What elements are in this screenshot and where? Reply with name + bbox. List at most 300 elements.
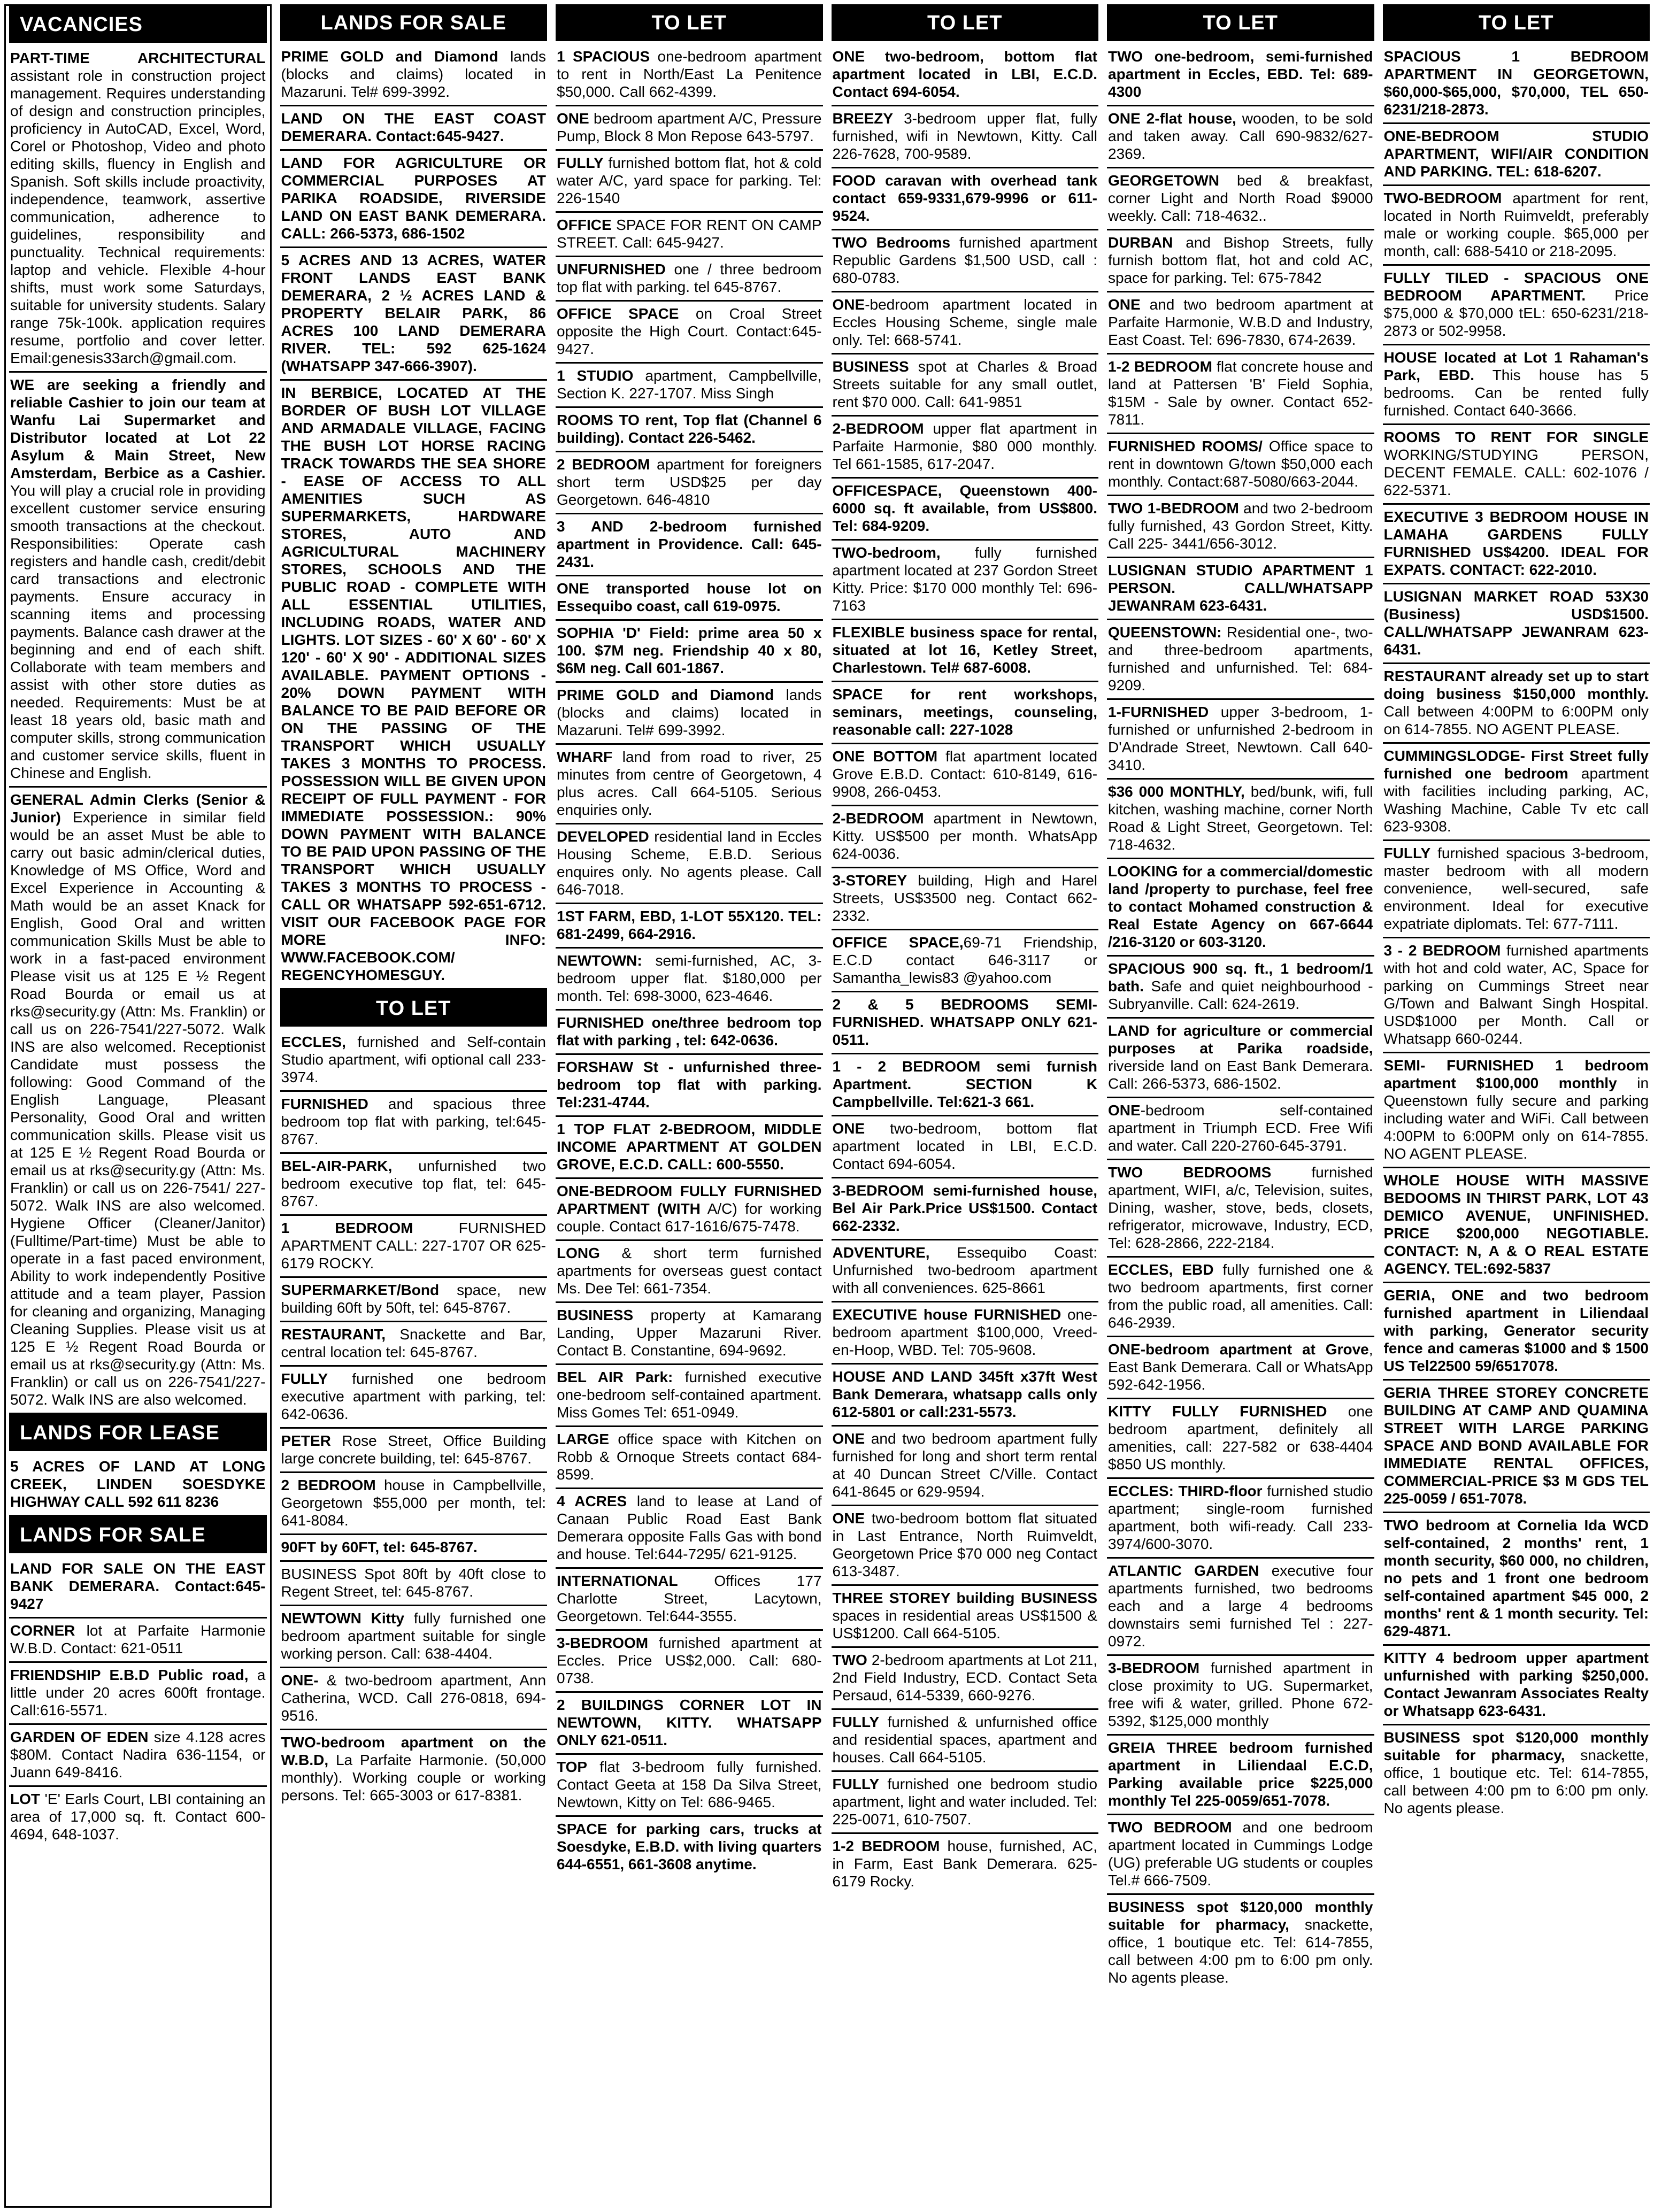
classified-ad bbox=[280, 1216, 548, 1278]
ad-lead-text: SPACE for rent workshops, seminars, meetings, counseling, reasonable call: 227-1028 bbox=[832, 686, 1098, 738]
classified-ad bbox=[9, 373, 267, 788]
ad-lead-text: ECCLES, EBD bbox=[1108, 1261, 1214, 1278]
classified-ad bbox=[556, 106, 823, 151]
ad-lead-text: SUPERMARKET/Bond bbox=[281, 1282, 440, 1298]
ad-lead-text: ONE bbox=[832, 1510, 865, 1527]
ad-body-text: and one bedroom apartment located in Cummings Lodge (UG) preferable UG students or couples Tel.# 666-7509. bbox=[1108, 1819, 1373, 1889]
ad-body-text: flat 3-bedroom fully furnished. Contact Geeta at 158 Da Silva Street, Newtown, Kitty on Tel: 686-9465. bbox=[557, 1759, 822, 1810]
classified-ad bbox=[1107, 558, 1374, 620]
classified-ad bbox=[832, 1178, 1099, 1240]
ad-body-text: furnished & unfurnished office and residential spaces, apartment and houses. Call 664-5105. bbox=[832, 1714, 1098, 1766]
classified-ad bbox=[280, 1154, 548, 1216]
classified-ad bbox=[832, 1427, 1099, 1506]
ad-lead-text: FULLY bbox=[557, 155, 604, 171]
ad-lead-text: FORSHAW St - unfurnished three-bedroom top flat with parking. Tel:231-4744. bbox=[557, 1059, 822, 1111]
ad-lead-text: LUSIGNAN STUDIO APARTMENT 1 PERSON. CALL/WHATSAPP JEWANRAM 623-6431. bbox=[1108, 562, 1373, 614]
ad-body-text: fully furnished one & two bedroom apartments, first corner from the public road, all amenities. Call: 646-2939. bbox=[1108, 1261, 1373, 1331]
ad-lead-text: BEL-AIR-PARK, bbox=[281, 1158, 393, 1174]
classified-ad bbox=[1107, 1019, 1374, 1098]
classified-ad bbox=[832, 44, 1099, 106]
ad-body-text: bed/bunk, wifi, full kitchen, washing machine, corner North Road & Light Street, Georgetown. Tel: 718-4632. bbox=[1108, 783, 1373, 853]
ad-lead-text: OFFICE SPACE bbox=[557, 305, 679, 322]
ad-body-text: FURNISHED APARTMENT CALL: 227-1707 OR 625-6179 ROCKY. bbox=[281, 1220, 547, 1271]
classified-ad bbox=[280, 1367, 548, 1429]
classified-ad bbox=[1107, 292, 1374, 354]
ad-lead-text: 2-BEDROOM bbox=[832, 420, 924, 437]
classified-ad bbox=[556, 621, 823, 683]
ad-lead-text: ONE bbox=[832, 1430, 865, 1447]
ad-body-text: furnished studio apartment; single-room furnished apartment, both wifi-ready. Call 233-3974/600-3070. bbox=[1108, 1483, 1373, 1552]
ad-lead-text: FURNISHED bbox=[281, 1096, 368, 1112]
classified-ad bbox=[1107, 1098, 1374, 1160]
column-4 bbox=[832, 4, 1099, 2208]
ad-body-text: and two bedroom apartment at Parfaite Harmonie, W.B.D and Industry, East Coast. Tel: 696-7830, 674-2639. bbox=[1108, 296, 1373, 348]
ad-body-text: property at Kamarang Landing, Upper Mazaruni River. Contact B. Constantine, 694-9692. bbox=[557, 1307, 822, 1359]
classified-ad bbox=[832, 354, 1099, 417]
ad-body-text: flat concrete house and land at Pattersen 'B' Field Sophia, $15M - Sale by owner. Contact 652-7811. bbox=[1108, 358, 1373, 428]
ad-lead-text: TWO-BEDROOM bbox=[1383, 190, 1502, 206]
ad-lead-text: TWO BEDROOM bbox=[1108, 1819, 1232, 1836]
ad-body-text: and two 2-bedroom fully furnished, 43 Gordon Street, Kitty. Call 225- 3441/656-3012. bbox=[1108, 500, 1373, 552]
classified-ad bbox=[1107, 354, 1374, 434]
classified-ad bbox=[556, 1817, 823, 1877]
ad-lead-text: OFFICE SPACE, bbox=[832, 934, 964, 951]
classified-ad bbox=[280, 1278, 548, 1322]
ad-body-text: BUSINESS Spot 80ft by 40ft close to Regent Street, tel: 645-8767. bbox=[281, 1566, 547, 1600]
ad-lead-text: ROOMS TO rent, Top flat (Channel 6 building). Contact 226-5462. bbox=[557, 412, 822, 446]
ad-lead-text: BUSINESS spot $120,000 monthly suitable for pharmacy, bbox=[1108, 1899, 1373, 1933]
ad-lead-text: FULLY bbox=[281, 1370, 328, 1387]
ad-lead-text: TWO-bedroom, bbox=[832, 544, 941, 561]
ad-body-text: two-bedroom bottom flat situated in Last Entrance, North Ruimveldt, Georgetown Price $70 000 neg Contact 613-3487. bbox=[832, 1510, 1098, 1579]
classified-ad bbox=[556, 1755, 823, 1817]
section-header-to-let: TO LET bbox=[832, 4, 1099, 41]
ad-lead-text: QUEENSTOWN: bbox=[1108, 624, 1222, 641]
ad-body-text: furnished executive one-bedroom self-contained apartment. Miss Gomes Tel: 651-0949. bbox=[557, 1369, 822, 1421]
ad-lead-text: TOP bbox=[557, 1759, 588, 1775]
ad-lead-text: BUSINESS bbox=[832, 358, 909, 375]
ad-body-text: land from road to river, 25 minutes from centre of Georgetown, 4 plus acres. Call 664-5105. Serious enquiries only. bbox=[557, 749, 822, 818]
ad-body-text: Safe and quiet neighbourhood - Subryanville. Call: 624-2619. bbox=[1108, 978, 1373, 1012]
ad-body-text: land to lease at Land of Canaan Public Road East Bank Demerara opposite Falls Gas with bond and house. Tel:644-7295/ 621-9125. bbox=[557, 1493, 822, 1562]
classified-ad bbox=[1383, 584, 1650, 664]
ad-lead-text: LAND ON THE EAST COAST DEMERARA. Contact:645-9427. bbox=[281, 110, 547, 144]
classified-ad bbox=[9, 1618, 267, 1663]
ad-body-text: snackette, office, 1 boutique etc. Tel: 614-7855, call between 4:00 pm to 6:00 pm only. No agents please. bbox=[1108, 1916, 1373, 1986]
ad-lead-text: ONE two-bedroom, bottom flat apartment located in LBI, E.C.D. Contact 694-6054. bbox=[832, 48, 1098, 100]
ad-body-text: 2-bedroom apartments at Lot 211, 2nd Field Industry, ECD. Contact Seta Persaud, 614-5339, 660-9276. bbox=[832, 1652, 1098, 1704]
classified-ad bbox=[832, 1772, 1099, 1834]
ad-lead-text: 3-BEDROOM bbox=[1108, 1660, 1200, 1676]
classified-ad bbox=[832, 682, 1099, 744]
classified-ad bbox=[556, 745, 823, 824]
section-header-to-let: TO LET bbox=[1107, 4, 1374, 41]
ad-lead-text: 3-STOREY bbox=[832, 872, 907, 889]
ad-body-text: Office space to rent in downtown G/town $50,000 each monthly. Contact:687-5080/663-2044. bbox=[1108, 438, 1373, 490]
classified-ad bbox=[280, 1730, 548, 1808]
ad-body-text: furnished and Self-contain Studio apartment, wifi optional call 233-3974. bbox=[281, 1034, 547, 1085]
section-header-to-let: TO LET bbox=[1383, 4, 1650, 41]
classified-ad bbox=[280, 1322, 548, 1367]
ad-lead-text: 3 AND 2-bedroom furnished apartment in Providence. Call: 645-2431. bbox=[557, 518, 822, 570]
classified-ad bbox=[832, 1365, 1099, 1427]
ad-body-text: furnished apartments with hot and cold water, AC, Space for parking on Cummings Street near G/Town and Balwant Singh Hospital. USD$1000 per Month. Call or Whatsapp 660-0244. bbox=[1383, 942, 1649, 1047]
ad-body-text: You will play a crucial role in providing excellent customer service ensuring smooth transactions at the checkout. Responsibilities: Operate cash registers and handle cash, credit/debit card transactions and electronic payments. Ensure accuracy in scanning items and processing payments. Balance cash drawer at the beginning and end of each shift. Collaborate with team members and assist with other store duties as needed. Requirements: Must be at least 18 years old, basic math and computer skills, strong communication and customer service skills, fluent in Chinese and English. bbox=[10, 482, 266, 781]
classified-ad bbox=[832, 868, 1099, 930]
ad-body-text: fully furnished apartment located at 237 Gordon Street Kitty. Price: $170 000 monthly Tel: 696-7163 bbox=[832, 544, 1098, 614]
classified-ad bbox=[1107, 44, 1374, 106]
ad-body-text: SPACE FOR RENT ON CAMP STREET. Call: 645-9427. bbox=[557, 217, 822, 251]
ad-lead-text: ATLANTIC GARDEN bbox=[1108, 1562, 1259, 1579]
ad-lead-text: WHOLE HOUSE WITH MASSIVE BEDOOMS IN THIRST PARK, LOT 43 DEMICO AVENUE, UNFINISHED. PRICE $200,000 NEGOTIABLE. CONTACT: N, A & O REAL ESTATE AGENCY. TEL:692-5837 bbox=[1383, 1172, 1649, 1277]
section-header-to-let: TO LET bbox=[556, 4, 823, 41]
classified-ad bbox=[1383, 1053, 1650, 1168]
ad-lead-text: WE are seeking a friendly and reliable Cashier to join our team at Wanfu Lai Supermarket and Distributor located at Lot 22 Asylum & Main Street, New Amsterdam, Berbice as a Cashier. bbox=[10, 376, 266, 481]
ad-lead-text: NEWTOWN Kitty bbox=[281, 1610, 404, 1627]
classified-ad bbox=[280, 381, 548, 990]
ad-body-text: and Bishop Streets, fully furnish bottom flat, hot and cold AC, space for parking. Tel: 675-7842 bbox=[1108, 234, 1373, 286]
ad-lead-text: 5 ACRES OF LAND AT LONG CREEK, LINDEN SOESDYKE HIGHWAY CALL 592 611 8236 bbox=[10, 1458, 266, 1510]
ad-lead-text: LUSIGNAN MARKET ROAD 53X30 (Business) USD$1500. CALL/WHATSAPP JEWANRAM 623-6431. bbox=[1383, 588, 1649, 658]
ad-lead-text: FULLY TILED - SPACIOUS ONE BEDROOM APARTMENT. bbox=[1383, 269, 1649, 304]
classified-ad bbox=[832, 1506, 1099, 1586]
classified-ad bbox=[556, 683, 823, 745]
ad-lead-text: 1-2 BEDROOM bbox=[832, 1838, 940, 1854]
ad-lead-text: 4 ACRES bbox=[557, 1493, 627, 1509]
ad-body-text: Essequibo Coast: Unfurnished two-bedroom apartment with all conveniences. 625-8661 bbox=[832, 1244, 1098, 1296]
ad-body-text: & short term furnished apartments for overseas guest contact Ms. Dee Tel: 661-7354. bbox=[557, 1245, 822, 1297]
ad-lead-text: ONE bbox=[1108, 296, 1141, 313]
classified-ad bbox=[1383, 505, 1650, 584]
classified-ad bbox=[1383, 44, 1650, 124]
classified-ad bbox=[280, 1473, 548, 1535]
ad-body-text: furnished spacious 3-bedroom, master bedroom with all modern convenience, well-secured, safe environment. Ideal for executive expatriate diplomats. Tel: 677-7111. bbox=[1383, 845, 1649, 932]
classified-ad bbox=[9, 788, 267, 1414]
ad-lead-text: LAND FOR SALE ON THE EAST BANK DEMERARA. Contact:645-9427 bbox=[10, 1560, 266, 1612]
ad-body-text: lot at Parfaite Harmonie W.B.D. Contact: 621-0511 bbox=[10, 1622, 266, 1656]
classified-ad bbox=[556, 1489, 823, 1569]
classified-ad bbox=[1107, 230, 1374, 292]
classified-ad bbox=[280, 151, 548, 248]
ad-body-text: furnished bottom flat, hot & cold water A/C, yard space for parking. Tel: 226-1540 bbox=[557, 155, 822, 206]
classified-ad bbox=[1107, 106, 1374, 168]
ad-lead-text: SPACIOUS 900 sq. ft., 1 bedroom/1 bath. bbox=[1108, 960, 1373, 995]
ad-lead-text: BUSINESS spot $120,000 monthly suitable for pharmacy, bbox=[1383, 1729, 1649, 1763]
classified-ad bbox=[1107, 1399, 1374, 1479]
ad-body-text: riverside land on East Bank Demerara. Call: 266-5373, 686-1502. bbox=[1108, 1058, 1373, 1092]
ad-lead-text: NEWTOWN: bbox=[557, 952, 642, 969]
ad-body-text: Price $75,000 & $70,000 tEL: 650-6231/218-2873 or 502-9958. bbox=[1383, 287, 1649, 339]
classified-ad bbox=[280, 1562, 548, 1606]
ad-body-text: spaces in residential areas US$1500 & US$1200. Call 664-5105. bbox=[832, 1607, 1098, 1641]
column-3 bbox=[556, 4, 823, 2208]
classified-ad bbox=[556, 576, 823, 621]
ad-lead-text: SEMI- FURNISHED 1 bedroom apartment $100,000 monthly bbox=[1383, 1057, 1649, 1091]
classified-ad bbox=[1383, 1381, 1650, 1513]
ad-lead-text: BUSINESS bbox=[557, 1307, 634, 1323]
classified-ad bbox=[1383, 425, 1650, 505]
ad-body-text: 'E' Earls Court, LBI containing an area of 17,000 sq. ft. Contact 600-4694, 648-1037. bbox=[10, 1791, 266, 1843]
ad-lead-text: BREEZY bbox=[832, 110, 894, 127]
ad-body-text: upper 3-bedroom, 1-furnished or unfurnished 2-bedroom in D'Andrade Street, Newtown. Call 640-3410. bbox=[1108, 704, 1373, 773]
classified-ad bbox=[1383, 744, 1650, 841]
ad-lead-text: RESTAURANT already set up to start doing business $150,000 monthly. bbox=[1383, 668, 1649, 702]
ad-lead-text: ONE BOTTOM bbox=[832, 748, 938, 765]
ad-lead-text: 2-BEDROOM bbox=[832, 810, 924, 827]
ad-lead-text: ONE bbox=[832, 1120, 865, 1137]
ad-lead-text: THREE STOREY building BUSINESS bbox=[832, 1590, 1098, 1606]
ad-lead-text: FURNISHED one/three bedroom top flat with parking , tel: 642-0636. bbox=[557, 1014, 822, 1049]
ad-body-text: a little under 20 acres 600ft frontage. Call:616-5571. bbox=[10, 1667, 266, 1718]
ad-body-text: lands (blocks and claims) located in Mazaruni. Tel# 699-3992. bbox=[557, 687, 822, 738]
ad-lead-text: PART-TIME ARCHITECTURAL bbox=[10, 50, 266, 66]
classified-ad bbox=[556, 1303, 823, 1365]
classified-ad bbox=[1107, 957, 1374, 1019]
ad-body-text: furnished apartment, WIFI, a/c, Television, suites, Dining, washer, stove, beds, closets, refrigerator, microwave, Industry, ECD, Tel: 628-2866, 222-2184. bbox=[1108, 1164, 1373, 1251]
classified-ad bbox=[832, 930, 1099, 992]
classified-ad bbox=[556, 1365, 823, 1427]
ad-body-text: , East Bank Demerara. Call or WhatsApp 592-642-1956. bbox=[1108, 1341, 1373, 1393]
ad-lead-text: ONE-BEDROOM STUDIO APARTMENT, WIFI/AIR CONDITION AND PARKING. TEL: 618-6207. bbox=[1383, 128, 1649, 180]
classified-ad bbox=[832, 1302, 1099, 1365]
ad-lead-text: TWO bbox=[832, 1652, 867, 1668]
ad-body-text: spot at Charles & Broad Streets suitable for any small outlet, rent $70 000. Call: 641-9851 bbox=[832, 358, 1098, 410]
classified-ad bbox=[832, 1116, 1099, 1178]
ad-body-text: residential land in Eccles Housing Scheme, E.B.D. Serious enquires only. No agents please. Call 646-7018. bbox=[557, 828, 822, 898]
classified-ad bbox=[556, 44, 823, 106]
ad-lead-text: GERIA THREE STOREY CONCRETE BUILDING AT CAMP AND QUAMINA STREET WITH LARGE PARKING SPACE AND BOND AVAILABLE FOR IMMEDIATE RENTAL OFFICES, COMMERCIAL-PRICE $3 M GDS TEL 225-0059 / 651-7078. bbox=[1383, 1384, 1649, 1507]
ad-body-text: building, High and Harel Streets, US$3500 neg. Contact 662-2332. bbox=[832, 872, 1098, 924]
classified-ad bbox=[556, 1569, 823, 1631]
classified-ad bbox=[832, 992, 1099, 1054]
ad-lead-text: LAND FOR AGRICULTURE OR COMMERCIAL PURPOSES AT PARIKA ROADSIDE, RIVERSIDE LAND ON EAST BANK DEMERARA. CALL: 266-5373, 686-1502 bbox=[281, 155, 547, 242]
ad-lead-text: EXECUTIVE 3 BEDROOM HOUSE IN LAMAHA GARDENS FULLY FURNISHED US$4200. IDEAL FOR EXPATS. CONTACT: 622-2010. bbox=[1383, 508, 1649, 578]
ad-lead-text: ADVENTURE, bbox=[832, 1244, 930, 1261]
classified-ad bbox=[280, 1606, 548, 1668]
ad-lead-text: 1-FURNISHED bbox=[1108, 704, 1209, 720]
ad-lead-text: KITTY 4 bedroom upper apartment unfurnished with parking $250,000. Contact Jewanram Associates Realty or Whatsapp 623-6431. bbox=[1383, 1650, 1649, 1719]
classified-ad bbox=[556, 452, 823, 514]
classified-ad bbox=[832, 292, 1099, 354]
classified-ad bbox=[556, 213, 823, 257]
ad-body-text: bedroom apartment A/C, Pressure Pump, Block 8 Mon Repose 643-5797. bbox=[557, 110, 822, 144]
ad-lead-text: 2 BEDROOM bbox=[281, 1477, 376, 1493]
ad-lead-text: TWO bedroom at Cornelia Ida WCD self-contained, 2 months' rent, 1 month security, $60 000, no children, no pets and 1 front one bedroom self-contained apartment $45 000, 2 months' rent & 1 month security. Tel: 629-4871. bbox=[1383, 1517, 1649, 1639]
classified-ad bbox=[280, 1092, 548, 1154]
classified-ad bbox=[1107, 1160, 1374, 1258]
ad-body-text: one-bedroom apartment to rent in North/East La Penitence $50,000. Call 662-4399. bbox=[557, 48, 822, 100]
ad-body-text: furnished one bedroom executive apartment with parking, tel: 642-0636. bbox=[281, 1370, 547, 1422]
ad-body-text: Offices 177 Charlotte Street, Lacytown, Georgetown. Tel:644-3555. bbox=[557, 1573, 822, 1624]
classified-ad bbox=[280, 1668, 548, 1730]
ad-body-text: apartment for rent, located in North Ruimveldt, preferably male or working couple. $65,000 per month, call: 688-5410 or 218-2095. bbox=[1383, 190, 1649, 259]
ad-lead-text: INTERNATIONAL bbox=[557, 1573, 678, 1589]
ad-body-text: furnished one bedroom studio apartment, light and water included. Tel: 225-0071, 610-7507. bbox=[832, 1776, 1098, 1828]
classified-ad bbox=[556, 1427, 823, 1489]
ad-lead-text: GREIA THREE bedroom furnished apartment in Liliendaal E.C.D, Parking available price $225,000 monthly Tel 225-0059/651-7078. bbox=[1108, 1739, 1373, 1809]
ad-body-text: one-bedroom apartment $100,000, Vreed-en-Hoop, WBD. Tel: 705-9608. bbox=[832, 1306, 1098, 1358]
ad-lead-text: LAND for agriculture or commercial purposes at Parika roadside, bbox=[1108, 1022, 1373, 1057]
ad-body-text: -bedroom self-contained apartment in Triumph ECD. Free Wifi and water. Call 220-2760-645-3791. bbox=[1108, 1102, 1373, 1154]
ad-body-text: fully furnished one bedroom apartment suitable for single working person. Call: 638-4404. bbox=[281, 1610, 547, 1662]
ad-lead-text: LOT bbox=[10, 1791, 40, 1807]
classified-ad bbox=[1107, 1895, 1374, 1991]
classified-ad bbox=[280, 44, 548, 106]
classified-ad bbox=[832, 230, 1099, 292]
ad-lead-text: 3 - 2 BEDROOM bbox=[1383, 942, 1501, 959]
ad-lead-text: ONE transported house lot on Essequibo coast, call 619-0975. bbox=[557, 580, 822, 614]
classified-ad bbox=[1383, 1283, 1650, 1381]
ad-lead-text: $36 000 MONTHLY, bbox=[1108, 783, 1245, 800]
classified-ad bbox=[9, 46, 267, 373]
classified-ad bbox=[556, 408, 823, 452]
ad-body-text: upper flat apartment in Parfaite Harmonie, $80 000 monthly. Tel 661-1585, 617-2047. bbox=[832, 420, 1098, 472]
ad-body-text: house, furnished, AC, in Farm, East Bank Demerara. 625-6179 Rocky. bbox=[832, 1838, 1098, 1890]
ad-lead-text: UNFURNISHED bbox=[557, 261, 666, 278]
ad-lead-text: OFFICESPACE, Queenstown 400-6000 sq. ft available, from US$800. Tel: 684-9209. bbox=[832, 482, 1098, 534]
ad-body-text: La Parfaite Harmonie. (50,000 monthly). Working couple or working persons. Tel: 665-3003 or 617-8381. bbox=[281, 1752, 547, 1803]
ad-lead-text: HOUSE located at Lot 1 Rahaman's Park, EBD. bbox=[1383, 349, 1649, 383]
ad-body-text: Snackette and Bar, central location tel: 645-8767. bbox=[281, 1326, 547, 1360]
classified-ad bbox=[9, 1454, 267, 1516]
classified-ad bbox=[1383, 1168, 1650, 1283]
classified-ad bbox=[832, 1054, 1099, 1116]
ad-body-text: 69-71 Friendship, E.C.D contact 646-3117 or Samantha_lewis83 @yahoo.com bbox=[832, 934, 1098, 986]
column-2 bbox=[280, 4, 548, 2208]
ad-lead-text: DURBAN bbox=[1108, 234, 1173, 251]
ad-body-text: assistant role in construction project management. Requires understanding of design and construction principles, proficiency in AutoCAD, Excel, Word, Corel or Photoshop, Video and photo editing skills, fluency in English and Spanish. Soft skills include proactivity, independence, teamwork, assertive communication, adherence to guidelines, responsibility and punctuality. Technical requirements: laptop and vehicle. Flexible 4-hour shifts, must work some Saturdays, suitable for university students. Salary range 75k-100k. application requires resume, portfolio and cover letter. Email:genesis33arch@gmail.com. bbox=[10, 67, 266, 366]
ad-body-text: Residential one-, two- and three-bedroom apartments, furnished and unfurnished. Tel: 684-9209. bbox=[1108, 624, 1373, 693]
classifieds-page bbox=[4, 4, 1650, 2208]
classified-ad bbox=[280, 1030, 548, 1092]
ad-lead-text: BEL AIR Park: bbox=[557, 1369, 673, 1385]
ad-body-text: one / three bedroom top flat with parking. tel 645-8767. bbox=[557, 261, 822, 295]
ad-body-text: two-bedroom, bottom flat apartment located in LBI, E.C.D. Contact 694-6054. bbox=[832, 1120, 1098, 1172]
ad-body-text: furnished apartment at Eccles. Price US$2,000. Call: 680-0738. bbox=[557, 1635, 822, 1686]
classified-ad bbox=[1107, 1337, 1374, 1399]
column-5 bbox=[1107, 4, 1374, 2208]
classified-ad bbox=[1107, 1656, 1374, 1736]
classified-ad bbox=[1383, 1513, 1650, 1646]
ad-body-text: and spacious three bedroom top flat with parking, tel:645-8767. bbox=[281, 1096, 547, 1147]
ad-body-text: house in Campbellville, Georgetown $55,000 per month, tel: 641-8084. bbox=[281, 1477, 547, 1529]
classified-ad bbox=[1383, 266, 1650, 345]
ad-lead-text: FULLY bbox=[832, 1714, 880, 1730]
ad-lead-text: ROOMS TO RENT FOR SINGLE bbox=[1383, 429, 1649, 445]
ad-lead-text: 1 - 2 BEDROOM semi furnish Apartment. SECTION K Campbellville. Tel:621-3 661. bbox=[832, 1058, 1098, 1110]
classified-ad bbox=[1383, 841, 1650, 938]
ad-lead-text: 1 BEDROOM bbox=[281, 1220, 413, 1236]
classified-ad bbox=[556, 1631, 823, 1693]
classified-ad bbox=[832, 806, 1099, 868]
classified-ad bbox=[832, 417, 1099, 479]
ad-lead-text: SPACE for parking cars, trucks at Soesdyke, E.B.D. with living quarters 644-6551, 661-3608 anytime. bbox=[557, 1821, 822, 1872]
classified-ad bbox=[9, 1787, 267, 1847]
section-header-vacancies: VACANCIES bbox=[9, 6, 267, 43]
column-1 bbox=[4, 4, 272, 2208]
section-header-lands-for-lease: LANDS FOR LEASE bbox=[9, 1414, 267, 1451]
ad-body-text: Experience in similar field would be an asset Must be able to carry out basic admin/clerical duties, Knowledge of MS Office, Word and Excel Experience in Accounting & Math would be an asset Knack for English, Good Oral and written communication Skills Must be able to work in a fast-paced environment Please visit us at 125 E ½ Regent Road Bourda or email us at rks@security.gy (Attn: Ms. Franklin) or call us on 226-7541/227-5072. Walk INS are also welcomed. Receptionist Candidate must possess the following: Good Command of the English Language, Pleasant Personality, Good Oral and written communication skills. Please visit us at 125 E ½ Regent Road Bourda or email us at rks@security.gy (Attn: Ms. Franklin) or call us on 226-7541/ 227-5072. Walk INS are also welcomed. Hygiene Officer (Cleaner/Janitor) (Fulltime/Part-time) Must be able to operate in a fast paced environment, Ability to work independently Positive attitude and a team player, Passion for cleaning and organizing, Managing Cleaning Supplies. Please visit us at 125 E ½ Regent Road Bourda or email us at rks@security.gy (Attn: Ms. Franklin) or call us on 226-7541/227-5072. Walk INS are also welcomed. bbox=[10, 809, 266, 1408]
ad-lead-text: FURNISHED ROOMS/ bbox=[1108, 438, 1263, 454]
ad-lead-text: GEORGETOWN bbox=[1108, 172, 1219, 189]
ad-body-text: Rose Street, Office Building large concrete building, tel: 645-8767. bbox=[281, 1432, 547, 1467]
ad-lead-text: WHARF bbox=[557, 749, 613, 765]
ad-body-text: furnished apartment Republic Gardens $1,500 USD, call : 680-0783. bbox=[832, 234, 1098, 286]
classified-ad bbox=[832, 106, 1099, 168]
ad-lead-text: 2 BEDROOM bbox=[557, 456, 650, 473]
ad-lead-text: CORNER bbox=[10, 1622, 75, 1639]
classified-ad bbox=[1107, 168, 1374, 230]
section-header-lands-for-sale: LANDS FOR SALE bbox=[9, 1516, 267, 1553]
classified-ad bbox=[280, 106, 548, 151]
ad-lead-text: ONE-BEDROOM FULLY FURNISHED APARTMENT (WITH bbox=[557, 1183, 822, 1217]
ad-lead-text: ONE bbox=[557, 110, 589, 127]
ad-lead-text: 3-BEDROOM semi-furnished house, Bel Air Park.Price US$1500. Contact 662-2332. bbox=[832, 1182, 1098, 1234]
ad-lead-text: IN BERBICE, LOCATED AT THE BORDER OF BUSH LOT VILLAGE AND ARMADALE VILLAGE, FACING THE BUSH LOT HORSE RACING TRACK TOWARDS THE SEA SHORE - EASE OF ACCESS TO ALL AMENITIES SUCH AS SUPERMARKETS, HARDWARE STORES, AUTO AND AGRICULTURAL MACHINERY STORES, SCHOOLS AND THE PUBLIC ROAD - COMPLETE WITH ALL ESSENTIAL UTILITIES, INCLUDING ROADS, WATER AND LIGHTS. LOT SIZES - 60' X 60' - 60' X 120' - 60' X 90' - ADDITIONAL SIZES AVAILABLE. PAYMENT OPTIONS - 20% DOWN PAYMENT WITH BALANCE TO BE PAID BEFORE OR ON THE PASSING OF THE TRANSPORT WHICH USUALLY TAKES 3 MONTHS TO PROCESS. POSSESSION WILL BE GIVEN UPON RECEIPT OF FULL PAYMENT - FOR IMMEDIATE POSSESSION.: 90% DOWN PAYMENT WITH BALANCE TO BE PAID UPON PASSING OF THE TRANSPORT WHICH USUALLY TAKES 3 MONTHS TO PROCESS - CALL OR WHATSAPP 592-651-6712. VISIT OUR FACEBOOK PAGE FOR MORE INFO: WWW.FACEBOOK.COM/ REGENCYHOMESGUY. bbox=[281, 384, 547, 983]
ad-body-text: wooden, to be sold and taken away. Call 690-9832/627-2369. bbox=[1108, 110, 1373, 162]
ad-lead-text: SOPHIA 'D' Field: prime area 50 x 100. $7M neg. Friendship 40 x 80, $6M neg. Call 601-1867. bbox=[557, 625, 822, 676]
ad-body-text: -bedroom apartment located in Eccles Housing Scheme, single male only. Tel: 668-5741. bbox=[832, 296, 1098, 348]
ad-lead-text: LARGE bbox=[557, 1431, 610, 1447]
ad-body-text: and two bedroom apartment fully furnished for long and short term rental at 40 Duncan Street C/Ville. Contact 641-8645 or 629-9594. bbox=[832, 1430, 1098, 1500]
classified-ad bbox=[556, 1693, 823, 1755]
ad-lead-text: FULLY bbox=[1383, 845, 1431, 861]
section-header-lands-for-sale: LANDS FOR SALE bbox=[280, 4, 548, 41]
ad-lead-text: DEVELOPED bbox=[557, 828, 649, 845]
ad-lead-text: GARDEN OF EDEN bbox=[10, 1729, 149, 1745]
ad-lead-text: ONE bbox=[832, 296, 865, 313]
ad-lead-text: 2 BUILDINGS CORNER LOT IN NEWTOWN, KITTY. WHATSAPP ONLY 621-0511. bbox=[557, 1697, 822, 1748]
classified-ad bbox=[9, 1556, 267, 1618]
classified-ad bbox=[556, 364, 823, 408]
ad-lead-text: GERIA, ONE and two bedroom furnished apartment in Liliendaal with parking, Generator security fence and cameras $1000 and $ 1500 US Tel22500 59/6517078. bbox=[1383, 1287, 1649, 1374]
ad-body-text: apartment in Newtown, Kitty. US$500 per month. WhatsApp 624-0036. bbox=[832, 810, 1098, 862]
ad-body-text: in Queenstown fully secure and parking including water and WiFi. Call between 4:00PM to 6:00PM only on 614-7855. NO AGENT PLEASE. bbox=[1383, 1075, 1649, 1162]
ad-body-text: apartment with facilities including parking, AC, Washing Machine, Cable Tv etc call 623-9308. bbox=[1383, 765, 1649, 835]
classified-ad bbox=[832, 744, 1099, 806]
classified-ad bbox=[832, 1834, 1099, 1894]
classified-ad bbox=[556, 302, 823, 364]
ad-lead-text: ONE bbox=[1108, 1102, 1141, 1119]
classified-ad bbox=[832, 479, 1099, 541]
ad-lead-text: 1 STUDIO bbox=[557, 367, 634, 384]
classified-ad bbox=[556, 949, 823, 1011]
classified-ad bbox=[280, 248, 548, 381]
classified-ad bbox=[1383, 345, 1650, 425]
ad-lead-text: 1-2 BEDROOM bbox=[1108, 358, 1212, 375]
ad-body-text: flat apartment located Grove E.B.D. Contact: 610-8149, 616-9908, 266-0453. bbox=[832, 748, 1098, 800]
ad-lead-text: PRIME GOLD and Diamond bbox=[557, 687, 774, 703]
ad-lead-text: EXECUTIVE house FURNISHED bbox=[832, 1306, 1061, 1323]
ad-lead-text: TWO 1-BEDROOM bbox=[1108, 500, 1239, 517]
ad-body-text: executive four apartments furnished, two bedrooms each and a large 4 bedrooms downstairs semi furnished Tel : 227-0972. bbox=[1108, 1562, 1373, 1650]
classified-ad bbox=[556, 904, 823, 949]
classified-ad bbox=[832, 168, 1099, 230]
ad-lead-text: 1 SPACIOUS bbox=[557, 48, 650, 65]
classified-ad bbox=[1107, 700, 1374, 780]
ad-lead-text: 1 TOP FLAT 2-BEDROOM, MIDDLE INCOME APARTMENT AT GOLDEN GROVE, E.C.D. CALL: 600-5550. bbox=[557, 1121, 822, 1173]
classified-ad bbox=[1383, 124, 1650, 186]
section-header-to-let: TO LET bbox=[280, 990, 548, 1027]
ad-lead-text: TWO Bedrooms bbox=[832, 234, 951, 251]
ad-lead-text: LOOKING for a commercial/domestic land /property to purchase, feel free to contact Mohamed construction & Real Estate Agency on 667-6644 /216-3120 or 603-3120. bbox=[1108, 863, 1373, 950]
ad-lead-text: FRIENDSHIP E.B.D Public road, bbox=[10, 1667, 249, 1683]
ad-lead-text: TWO BEDROOMS bbox=[1108, 1164, 1272, 1181]
column-6 bbox=[1383, 4, 1650, 2208]
ad-lead-text: ONE- bbox=[281, 1672, 319, 1689]
ad-body-text: Call between 4:00PM to 6:00PM only on 614-7855. NO AGENT PLEASE. bbox=[1383, 703, 1649, 737]
classified-ad bbox=[1107, 496, 1374, 558]
